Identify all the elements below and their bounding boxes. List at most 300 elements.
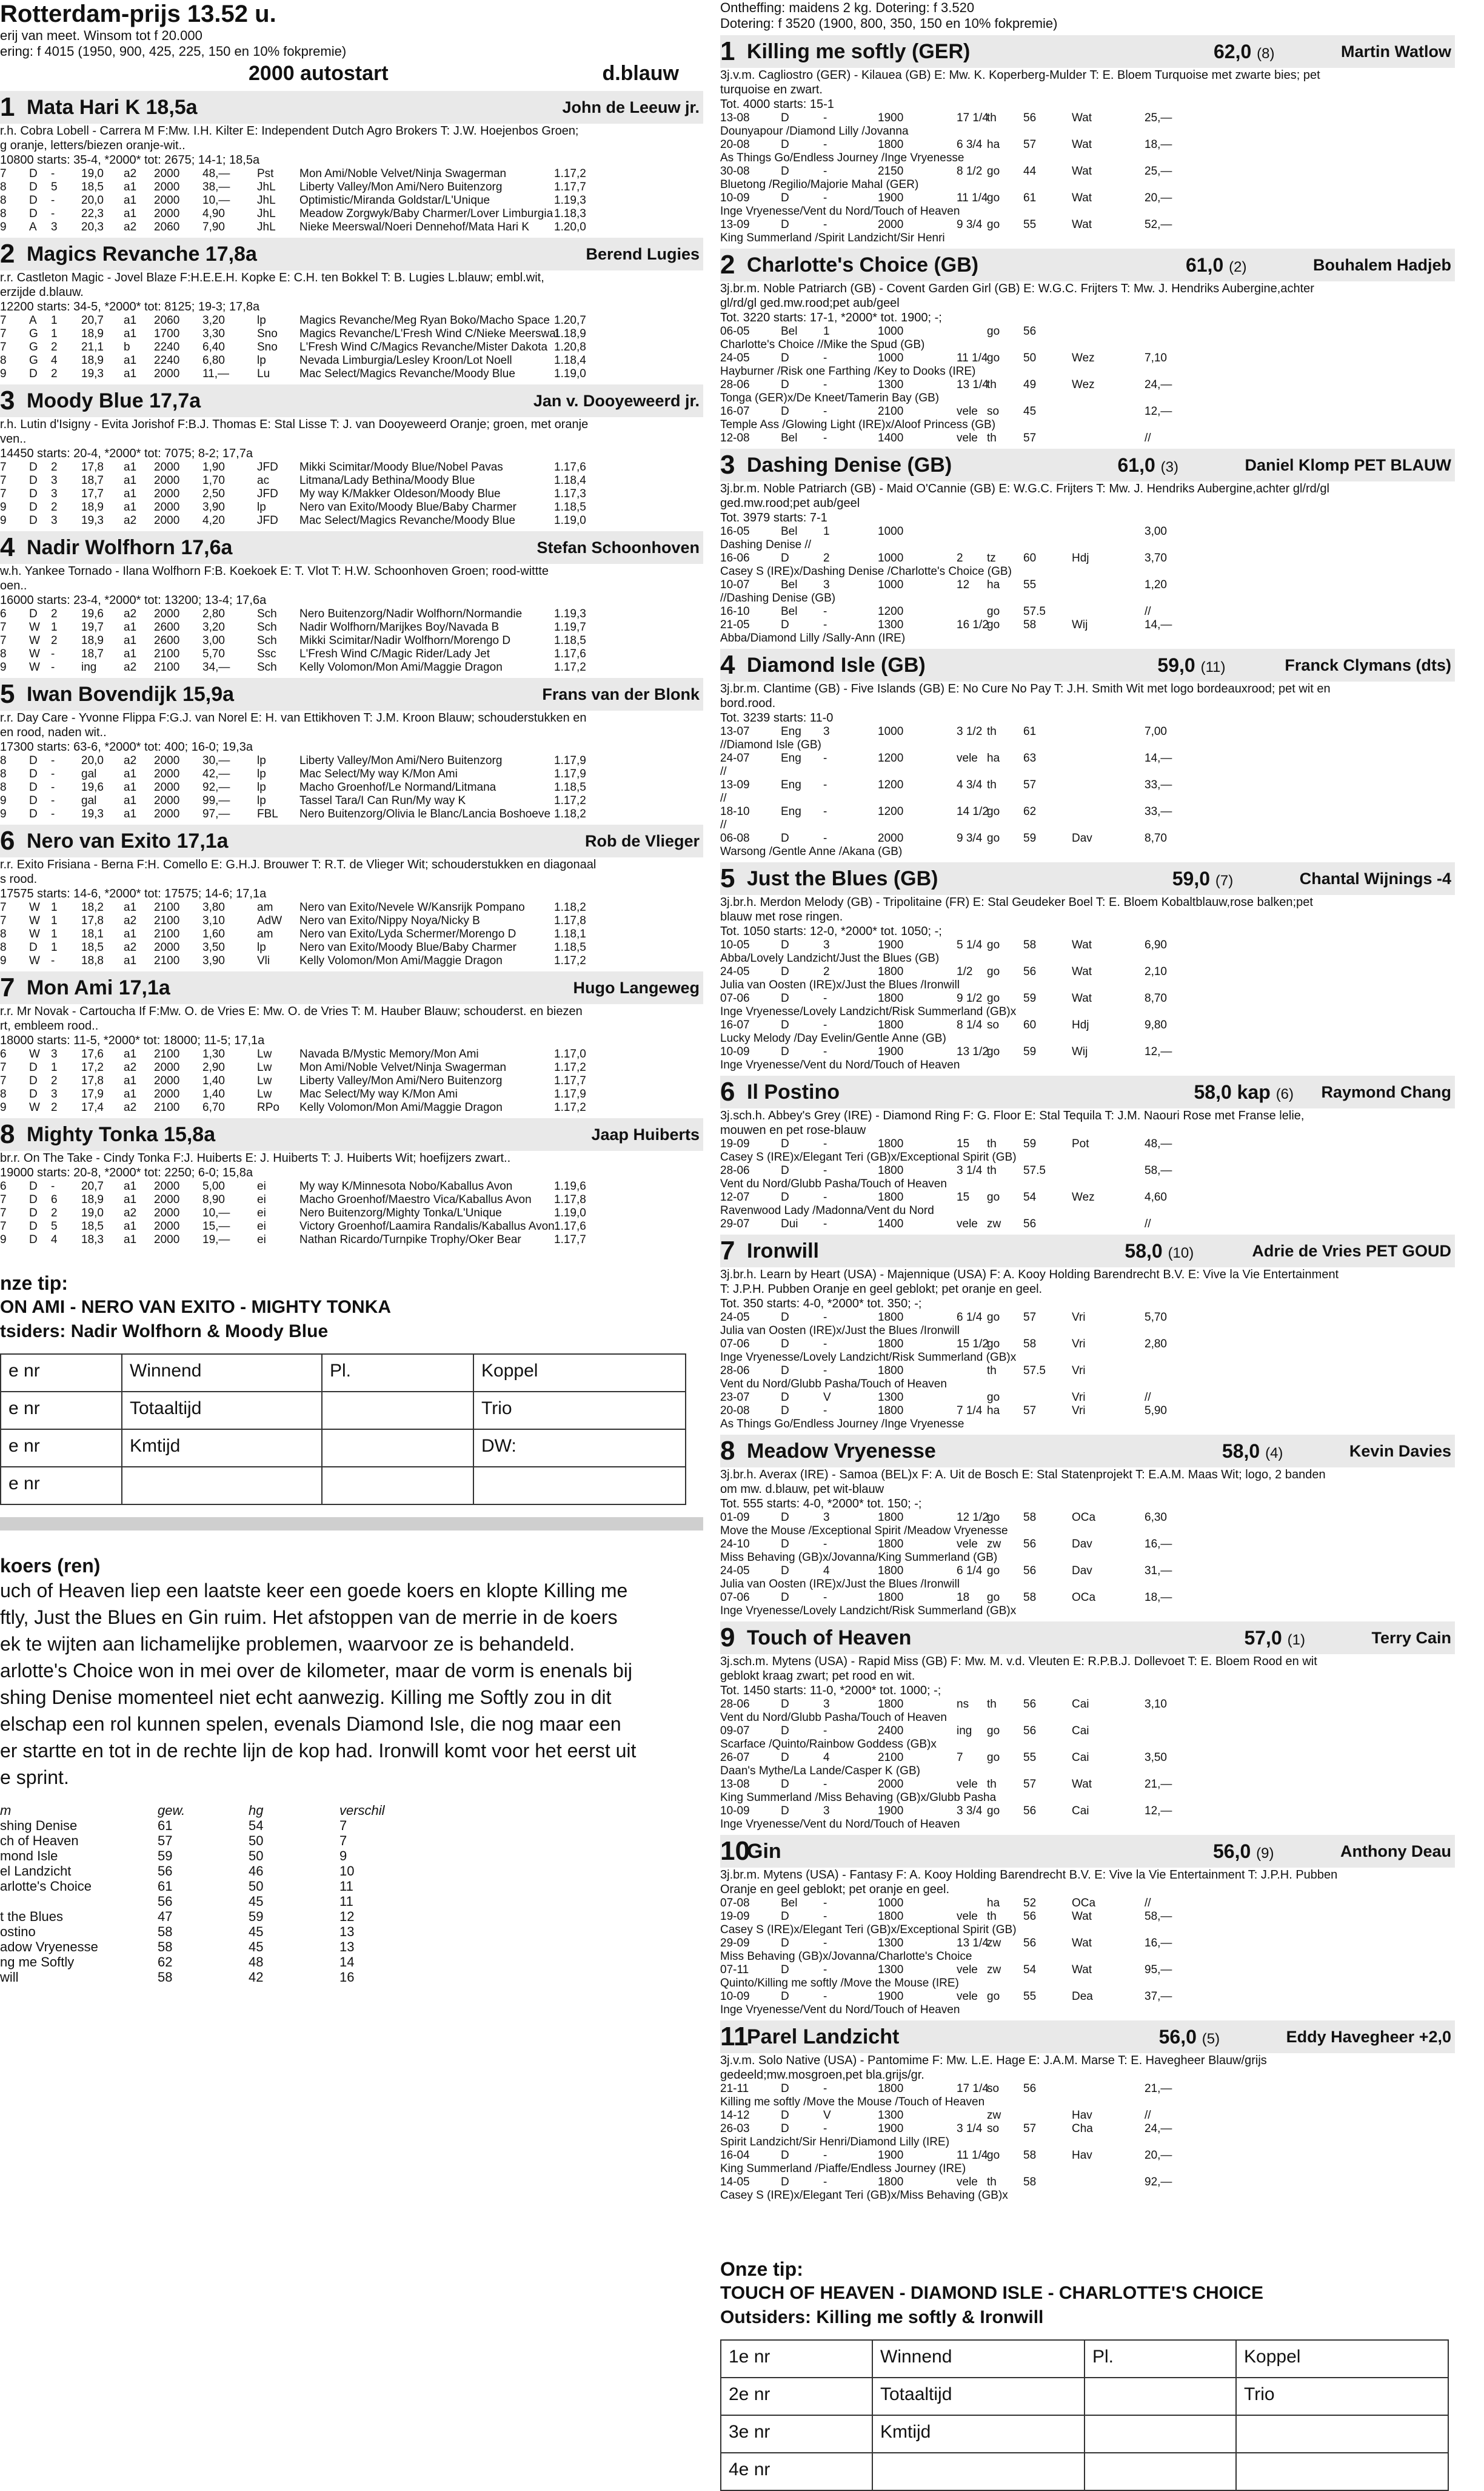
form-cell: 1.17,0 xyxy=(554,1048,586,1061)
form-cell: so xyxy=(987,2082,1000,2095)
form-cell: 13-09 xyxy=(720,218,750,231)
form-cell: - xyxy=(51,754,55,767)
form-cell: Magics Revanche/L'Fresh Wind C/Nieke Meerswal xyxy=(299,327,559,340)
form-cell: 1.17,7 xyxy=(554,181,586,193)
form-cell: Victory Groenhof/Laamira Randalis/Kaballus Avon xyxy=(299,1220,555,1233)
form-cell: D xyxy=(29,1193,38,1206)
form-cell: th xyxy=(987,112,997,124)
form-cell xyxy=(957,1897,987,1910)
form-cell: 18,5 xyxy=(81,181,104,193)
form-cell: 1 xyxy=(51,1061,58,1074)
koers-line: ek te wijten aan lichamelijke problemen, waarvoor ze is behandeld. xyxy=(0,1633,575,1655)
horse-stats: Tot. 3239 starts: 11-0 xyxy=(720,711,834,725)
horse-description: 3j.v.m. Cagliostro (GER) - Kilauea (GB) E: Mw. K. Koperberg-Mulder T: E. Bloem Turquoise met zwarte bies; pet xyxy=(720,69,1320,82)
form-cell: 1.18,5 xyxy=(554,941,586,954)
form-cell: 18,5 xyxy=(81,941,104,954)
horse-name: Diamond Isle (GB) xyxy=(747,653,926,677)
form-cell: 1900 xyxy=(878,2122,904,2135)
form-cell: 1.18,2 xyxy=(554,901,586,914)
form-cell: 42,— xyxy=(202,768,230,780)
form-cell: 56 xyxy=(1023,112,1037,124)
horse-description: r.r. Day Care - Yvonne Flippa F:G.J. van Norel E: H. van Ettikhoven T: J.M. Kroon Blauw; schouderstukken en xyxy=(0,711,587,725)
horse-name: Just the Blues (GB) xyxy=(747,867,938,890)
form-cell: 1.17,8 xyxy=(554,1193,586,1206)
form-cell: King Summerland /Spirit Landzicht/Sir Henri xyxy=(720,232,945,244)
race-prize: Dotering: f 3520 (1900, 800, 350, 150 en 10% fokpremie) xyxy=(720,16,1058,31)
koers-cell: 9 xyxy=(339,1848,347,1863)
form-cell: 58 xyxy=(1023,1591,1037,1604)
form-cell: 3,80 xyxy=(202,901,225,914)
form-cell: 3 xyxy=(51,514,58,527)
form-cell: lp xyxy=(257,314,266,327)
horse-stats: Tot. 1050 starts: 12-0, *2000* tot. 1050; -; xyxy=(720,925,942,938)
form-cell: 10-09 xyxy=(720,1045,750,1058)
horse-entry xyxy=(720,1235,1455,1431)
form-cell: 92,— xyxy=(202,781,230,794)
form-cell: 63 xyxy=(1023,752,1037,765)
form-cell: AdW xyxy=(257,914,282,927)
koers-cell: adow Vryenesse xyxy=(0,1939,98,1954)
form-cell: 5 1/4 xyxy=(957,939,983,951)
form-cell: 50 xyxy=(1023,352,1037,364)
koers-cell: 16 xyxy=(339,1970,355,1985)
horse-weight xyxy=(1125,1240,1252,1262)
horse-name: Meadow Vryenesse xyxy=(747,1439,936,1463)
form-cell: a1 xyxy=(124,1233,137,1246)
form-cell: 5,90 xyxy=(1145,1404,1167,1417)
form-cell: 1 xyxy=(51,941,58,954)
form-cell: 7 xyxy=(0,1061,7,1074)
form-row xyxy=(720,1311,1455,1338)
horse-number: 6 xyxy=(720,1077,735,1107)
form-cell: D xyxy=(781,2176,789,2188)
form-cell: 5,00 xyxy=(202,1180,225,1193)
form-cell: a2 xyxy=(124,608,137,620)
form-cell: FBL xyxy=(257,808,278,820)
form-cell: ha xyxy=(987,1404,1000,1417)
form-cell: Sch xyxy=(257,661,277,674)
koers-row xyxy=(0,1970,703,1985)
form-row xyxy=(0,1207,703,1220)
form-cell: Inge Vryenesse/Vent du Nord/Touch of Heaven xyxy=(720,1818,960,1831)
form-cell: zw xyxy=(987,1963,1001,1976)
form-cell: 2600 xyxy=(154,621,180,634)
form-cell: 24-05 xyxy=(720,1564,750,1577)
form-cell: 20-08 xyxy=(720,1404,750,1417)
form-cell: 15,— xyxy=(202,1220,230,1233)
form-cell: lp xyxy=(257,354,266,367)
form-cell: 4,60 xyxy=(1145,1191,1167,1204)
form-row xyxy=(720,1045,1455,1072)
form-cell: D xyxy=(29,608,38,620)
horse-weight xyxy=(1244,1627,1371,1649)
horse-description: oen.. xyxy=(0,579,27,592)
form-row xyxy=(0,314,703,327)
bet-cell: Totaaltijd xyxy=(872,2378,1085,2415)
form-cell: Dav xyxy=(1072,1538,1092,1551)
form-cell: 3 3/4 xyxy=(957,1805,983,1817)
form-cell: 13 1/4 xyxy=(957,378,989,391)
form-cell: Vri xyxy=(1072,1364,1086,1377)
form-cell: 13 1/2 xyxy=(957,1045,989,1058)
form-cell: ei xyxy=(257,1180,266,1193)
horse-entry xyxy=(720,2020,1455,2202)
form-cell: 55 xyxy=(1023,1751,1037,1764)
form-cell: 20,0 xyxy=(81,754,104,767)
jockey-name: Adrie de Vries PET GOUD xyxy=(1252,1241,1451,1260)
form-cell: - xyxy=(823,1591,827,1604)
horse-number: 10 xyxy=(720,1836,750,1866)
horse-entry xyxy=(0,1118,703,1247)
horse-weight xyxy=(1172,868,1300,890)
weight-value: 59,0 xyxy=(1157,654,1195,676)
form-cell: D xyxy=(781,1751,789,1764)
koers-cell: 50 xyxy=(249,1833,264,1848)
form-cell: D xyxy=(781,1698,789,1711)
form-cell: go xyxy=(987,325,1000,338)
horse-weight xyxy=(1157,654,1285,677)
bet-cell xyxy=(322,1467,473,1504)
form-cell: 17,4 xyxy=(81,1101,104,1114)
form-cell: - xyxy=(823,1138,827,1150)
horse-description: 3j.br.m. Clantime (GB) - Five Islands (GB) E: No Cure No Pay T: J.H. Smith Wit met logo bordeauxrood; pet wit en xyxy=(720,682,1331,696)
horse-description: 3j.br.h. Learn by Heart (USA) - Majennique (USA) F: A. Kooy Holding Barendrecht B.V. E: Vive la Vie Entertainment xyxy=(720,1268,1339,1281)
form-cell: 2000 xyxy=(878,832,904,845)
form-cell: - xyxy=(823,1338,827,1350)
form-cell: D xyxy=(29,461,38,474)
form-cell: 52 xyxy=(1023,1897,1037,1909)
form-cell: 3,00 xyxy=(1145,525,1167,538)
form-cell: a2 xyxy=(124,754,137,767)
form-cell: 56 xyxy=(1023,1937,1037,1950)
form-cell: th xyxy=(987,1364,997,1377)
form-cell: W xyxy=(29,648,40,660)
horse-entry xyxy=(720,862,1455,1072)
form-cell: 2 xyxy=(823,965,830,978)
form-cell: 61 xyxy=(1023,192,1037,204)
koers-cell: 50 xyxy=(249,1848,264,1863)
koers-cell: 7 xyxy=(339,1833,347,1848)
form-cell: a2 xyxy=(124,221,137,233)
horse-number: 2 xyxy=(720,250,735,280)
form-cell: 5,70 xyxy=(1145,1311,1167,1324)
jockey-name: Rob de Vlieger xyxy=(584,831,700,850)
form-cell: 13 1/4 xyxy=(957,1937,989,1950)
tip-line-2: Outsiders: Killing me softly & Ironwill xyxy=(720,2307,1044,2327)
form-cell: Hav xyxy=(1072,2149,1092,2162)
form-cell: 2 xyxy=(51,341,58,354)
form-cell: W xyxy=(29,901,40,914)
form-cell: vele xyxy=(957,405,978,418)
form-cell: Kelly Volomon/Mon Ami/Maggie Dragon xyxy=(299,1101,503,1114)
form-cell: As Things Go/Endless Journey /Inge Vryenesse xyxy=(720,1418,964,1430)
form-cell: Abba/Diamond Lilly /Sally-Ann (IRE) xyxy=(720,632,906,645)
form-cell: 14-05 xyxy=(720,2176,750,2188)
form-cell: 2060 xyxy=(154,314,180,327)
form-cell: Scarface /Quinto/Rainbow Goddess (GB)x xyxy=(720,1738,937,1751)
form-cell: 8 xyxy=(0,928,7,940)
form-row xyxy=(720,1990,1455,2017)
form-cell xyxy=(1072,752,1145,765)
form-cell: 1/2 xyxy=(957,965,973,978)
form-cell: 1300 xyxy=(878,619,904,631)
form-row xyxy=(0,621,703,634)
form-cell: 1800 xyxy=(878,1364,904,1377)
jockey-name: Anthony Deau xyxy=(1340,1842,1451,1860)
form-cell: 1.18,1 xyxy=(554,928,586,940)
form-cell: D xyxy=(781,1138,789,1150)
form-cell: D xyxy=(781,965,789,978)
form-cell: 2000 xyxy=(154,488,180,500)
form-cell: zw xyxy=(987,1218,1001,1230)
horse-name: Il Postino xyxy=(747,1080,840,1104)
horse-description: erzijde d.blauw. xyxy=(0,286,84,299)
horse-name: Ironwill xyxy=(747,1239,819,1262)
horse-stats: 18000 starts: 11-5, *2000* tot: 18000; 11-5; 17,1a xyxy=(0,1034,265,1047)
jockey-name: Raymond Chang xyxy=(1321,1082,1451,1101)
form-cell: 24,— xyxy=(1145,378,1172,391)
horse-name: Charlotte's Choice (GB) xyxy=(747,253,979,277)
form-cell: D xyxy=(29,167,38,180)
form-cell: 2060 xyxy=(154,221,180,233)
form-cell: 18,9 xyxy=(81,634,104,647)
form-cell: 1000 xyxy=(878,525,904,538)
form-cell xyxy=(1072,432,1145,445)
form-cell: Quinto/Killing me softly /Move the Mouse (IRE) xyxy=(720,1977,959,1990)
form-cell: 2,50 xyxy=(202,488,225,500)
form-cell: 3,20 xyxy=(202,314,225,327)
form-cell: - xyxy=(823,752,827,765)
form-row xyxy=(720,2109,1455,2122)
koers-cell: mond Isle xyxy=(0,1848,58,1863)
form-cell: Inge Vryenesse/Vent du Nord/Touch of Heaven xyxy=(720,1059,960,1071)
form-cell: 1.18,4 xyxy=(554,474,586,487)
form-row xyxy=(720,1218,1455,1231)
form-cell: 7 xyxy=(0,327,7,340)
horse-header xyxy=(720,862,1455,895)
horse-entry xyxy=(720,649,1455,859)
form-cell: 2100 xyxy=(154,901,180,914)
weight-value: 61,0 xyxy=(1185,253,1224,276)
form-cell: Julia van Oosten (IRE)x/Just the Blues /Ironwill xyxy=(720,979,960,991)
form-cell: 58 xyxy=(1023,2176,1037,2188)
form-cell: 37,— xyxy=(1145,1990,1172,2003)
form-cell: Mac Select/Magics Revanche/Moody Blue xyxy=(299,367,515,380)
form-cell: vele xyxy=(957,1990,978,2003)
bet-cell xyxy=(122,1467,322,1504)
form-cell: 33,— xyxy=(1145,805,1172,818)
form-cell: Tassel Tara/I Can Run/My way K xyxy=(299,794,466,807)
koers-cell: 11 xyxy=(339,1894,353,1909)
form-cell: 10-09 xyxy=(720,192,750,204)
form-cell: 1400 xyxy=(878,432,904,444)
form-cell: 3 1/4 xyxy=(957,1164,983,1177)
form-cell: a1 xyxy=(124,648,137,660)
form-cell: D xyxy=(29,781,38,794)
form-cell: 3 xyxy=(823,1805,830,1817)
form-cell: 3,70 xyxy=(1145,552,1167,565)
form-cell: a2 xyxy=(124,167,137,180)
form-cell: 21,1 xyxy=(81,341,104,354)
form-cell: D xyxy=(29,1075,38,1087)
form-cell: go xyxy=(987,605,1000,618)
form-cell: Daan's Mythe/La Lande/Casper K (GB) xyxy=(720,1765,920,1777)
form-row xyxy=(720,165,1455,192)
form-cell: gal xyxy=(81,768,97,780)
form-cell: a1 xyxy=(124,1180,137,1193)
form-cell: Meadow Zorgwyk/Baby Charmer/Lover Limburgia xyxy=(299,207,553,220)
form-cell: 16-04 xyxy=(720,2149,750,2162)
form-cell: 4,20 xyxy=(202,514,225,527)
koers-cell: 11 xyxy=(339,1879,353,1894)
form-cell: Wat xyxy=(1072,165,1092,178)
form-cell xyxy=(1072,805,1145,819)
form-cell: 56 xyxy=(1023,1538,1037,1551)
horse-entry xyxy=(0,238,703,381)
form-row xyxy=(0,781,703,794)
form-cell: 7 xyxy=(0,914,7,927)
form-cell: 60 xyxy=(1023,1019,1037,1031)
horse-number: 9 xyxy=(720,1623,735,1652)
form-cell: 1000 xyxy=(878,552,904,565)
form-cell: D xyxy=(29,1180,38,1193)
form-cell: Inge Vryenesse/Vent du Nord/Touch of Heaven xyxy=(720,2003,960,2016)
form-cell: - xyxy=(823,1990,827,2003)
form-cell: 7 xyxy=(0,474,7,487)
form-cell: a1 xyxy=(124,314,137,327)
form-cell: 23-07 xyxy=(720,1391,750,1404)
form-cell: 9 xyxy=(0,1101,7,1114)
form-cell: D xyxy=(29,941,38,954)
form-cell: Liberty Valley/Mon Ami/Nero Buitenzorg xyxy=(299,1075,503,1087)
horse-name: Nadir Wolfhorn 17,6a xyxy=(27,535,233,559)
form-row xyxy=(0,634,703,648)
koers-cell: 56 xyxy=(158,1894,173,1909)
form-cell: - xyxy=(51,794,55,807)
form-cell: 2100 xyxy=(878,405,904,418)
horse-header xyxy=(720,649,1455,682)
form-cell: 2400 xyxy=(878,1725,904,1737)
form-cell: a1 xyxy=(124,808,137,820)
form-cell: 7,00 xyxy=(1145,725,1167,738)
form-cell: Vri xyxy=(1072,1391,1086,1404)
form-cell: 1.20,7 xyxy=(554,314,586,327)
form-cell: 59 xyxy=(1023,992,1037,1005)
form-cell: 16-05 xyxy=(720,525,750,538)
form-cell: 3,10 xyxy=(1145,1698,1167,1711)
horse-description: 3j.v.m. Solo Native (USA) - Pantomime F: Mw. L.E. Hage E: J.A.M. Marse T: E. Havegheer Blauw/grijs xyxy=(720,2054,1267,2067)
form-cell: 49 xyxy=(1023,378,1037,391)
form-cell: 25,— xyxy=(1145,165,1172,178)
form-cell: Cai xyxy=(1072,1805,1089,1817)
form-cell: D xyxy=(781,1725,789,1737)
form-cell: 18,9 xyxy=(81,1193,104,1206)
form-cell: - xyxy=(823,1538,827,1551)
form-cell: 56 xyxy=(1023,325,1037,338)
form-cell: D xyxy=(781,138,789,151)
form-cell: 4 xyxy=(51,354,58,367)
bet-cell xyxy=(1236,2453,1448,2490)
form-cell: D xyxy=(781,939,789,951)
koers-row xyxy=(0,1848,703,1863)
form-cell: Liberty Valley/Mon Ami/Nero Buitenzorg xyxy=(299,754,503,767)
form-cell: Magics Revanche/Meg Ryan Boko/Macho Space xyxy=(299,314,550,327)
draw-position: (4) xyxy=(1265,1444,1283,1461)
form-cell: 1.17,9 xyxy=(554,754,586,767)
form-cell: 10,— xyxy=(202,194,230,207)
form-cell: D xyxy=(781,992,789,1005)
form-cell xyxy=(1023,1391,1072,1404)
form-cell: 20,0 xyxy=(81,194,104,207)
form-cell: go xyxy=(987,1391,1000,1404)
form-cell: 57 xyxy=(1023,1311,1037,1324)
form-cell: 16,— xyxy=(1145,1538,1172,1551)
form-cell: th xyxy=(987,2176,997,2188)
form-cell: 6 3/4 xyxy=(957,138,983,151)
form-cell: 2000 xyxy=(154,167,180,180)
form-cell: 1800 xyxy=(878,1164,904,1177)
koers-line: e sprint. xyxy=(0,1766,69,1788)
form-cell: 2000 xyxy=(154,1088,180,1101)
horse-entry xyxy=(720,1621,1455,1831)
form-cell: D xyxy=(781,2149,789,2162)
form-cell: go xyxy=(987,1725,1000,1737)
form-cell: Pst xyxy=(257,167,274,180)
form-cell: 1.19,0 xyxy=(554,367,586,380)
form-cell: D xyxy=(781,2122,789,2135)
form-cell: 2 xyxy=(957,552,963,565)
form-cell: 18,9 xyxy=(81,327,104,340)
form-cell: 1300 xyxy=(878,378,904,391)
form-cell: 17 1/4 xyxy=(957,2082,989,2095)
form-cell: Ravenwood Lady /Madonna/Vent du Nord xyxy=(720,1204,934,1217)
form-cell: Nero van Exito/Moody Blue/Baby Charmer xyxy=(299,941,516,954)
form-row xyxy=(720,138,1455,165)
form-cell: Temple Ass /Glowing Light (IRE)x/Aloof Princess (GB) xyxy=(720,418,996,431)
horse-stats: 16000 starts: 23-4, *2000* tot: 13200; 13-4; 17,6a xyxy=(0,594,267,607)
form-row xyxy=(720,605,1455,619)
horse-weight xyxy=(1117,454,1245,477)
form-cell: tz xyxy=(987,552,996,565)
horse-name: Killing me softly (GER) xyxy=(747,39,971,63)
form-cell: Bluetong /Regilio/Majorie Mahal (GER) xyxy=(720,178,919,191)
form-cell: 1200 xyxy=(878,779,904,791)
race-prize: ering: f 4015 (1950, 900, 425, 225, 150 en 10% fokpremie) xyxy=(0,44,347,59)
form-cell: 54 xyxy=(1023,1963,1037,1976)
form-row xyxy=(720,1191,1455,1218)
left-tip xyxy=(0,1271,703,1344)
form-cell: 1200 xyxy=(878,752,904,765)
form-cell: 1800 xyxy=(878,2176,904,2188)
form-cell: // xyxy=(720,819,727,831)
right-tip xyxy=(720,2257,1455,2330)
form-cell: 16-10 xyxy=(720,605,750,618)
form-cell: 19,0 xyxy=(81,1207,104,1219)
form-cell: L'Fresh Wind C/Magics Revanche/Mister Dakota xyxy=(299,341,548,354)
form-cell: 3,20 xyxy=(202,621,225,634)
form-cell: 56 xyxy=(1023,1910,1037,1923)
form-cell: a2 xyxy=(124,914,137,927)
form-cell: Bel xyxy=(781,578,798,591)
form-row xyxy=(720,2149,1455,2176)
form-cell: lp xyxy=(257,501,266,514)
form-cell: 09-07 xyxy=(720,1725,750,1737)
form-cell: Nero van Exito/Nevele W/Kansrijk Pompano xyxy=(299,901,525,914)
form-cell: 2000 xyxy=(878,1778,904,1791)
form-cell: Casey S (IRE)x/Elegant Teri (GB)x/Miss Behaving (GB)x xyxy=(720,2189,1008,2202)
form-cell: 6,40 xyxy=(202,341,225,354)
form-cell: zw xyxy=(987,1937,1001,1950)
